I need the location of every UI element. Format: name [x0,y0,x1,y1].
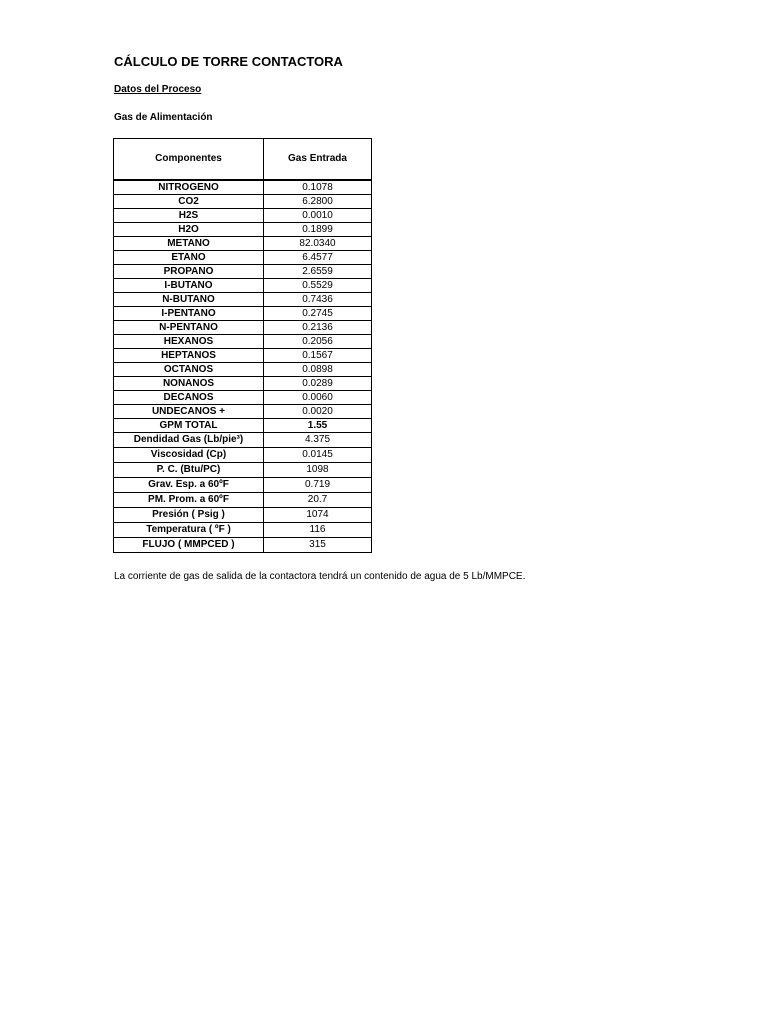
section-heading: Datos del Proceso [114,84,202,95]
row-value: 0.2136 [264,321,372,335]
row-label: PROPANO [114,265,264,279]
component-row [114,195,372,209]
subsection-heading: Gas de Alimentación [114,112,213,123]
row-value: 0.0289 [264,377,372,391]
row-label: ETANO [114,251,264,265]
row-label: PM. Prom. a 60ºF [114,493,264,508]
row-value: 116 [264,523,372,538]
row-label: Presión ( Psig ) [114,508,264,523]
row-value: 315 [264,538,372,553]
component-row [114,405,372,419]
row-label: METANO [114,237,264,251]
row-label: P. C. (Btu/PC) [114,463,264,478]
row-value: 0.5529 [264,279,372,293]
row-value: 0.1567 [264,349,372,363]
row-value: 82.0340 [264,237,372,251]
row-label: N-BUTANO [114,293,264,307]
component-row [114,251,372,265]
header-gas-entrada: Gas Entrada [264,139,372,181]
property-row [114,538,372,553]
row-value: 1074 [264,508,372,523]
component-row [114,335,372,349]
row-label: Dendidad Gas (Lb/pie³) [114,433,264,448]
row-value: 0.0060 [264,391,372,405]
row-label: H2O [114,223,264,237]
row-label: Temperatura ( ºF ) [114,523,264,538]
row-value: 0.0010 [264,209,372,223]
component-row [114,265,372,279]
note-text: La corriente de gas de salida de la contactora tendrá un contenido de agua de 5 Lb/MMPCE. [114,571,526,582]
row-value: 0.0898 [264,363,372,377]
component-row [114,223,372,237]
row-value: 0.0145 [264,448,372,463]
component-row [114,363,372,377]
row-label: N-PENTANO [114,321,264,335]
row-value: 1098 [264,463,372,478]
row-value: 0.719 [264,478,372,493]
row-value: 6.4577 [264,251,372,265]
component-row [114,391,372,405]
component-row [114,377,372,391]
row-value: 0.2745 [264,307,372,321]
row-value: 20.7 [264,493,372,508]
row-value: 1.55 [264,419,372,433]
row-label: I-BUTANO [114,279,264,293]
row-value: 4.375 [264,433,372,448]
row-value: 0.7436 [264,293,372,307]
component-row [114,293,372,307]
component-row [114,321,372,335]
property-row [114,448,372,463]
row-label: HEXANOS [114,335,264,349]
row-value: 0.2056 [264,335,372,349]
row-label: Viscosidad (Cp) [114,448,264,463]
component-row [114,279,372,293]
row-label: OCTANOS [114,363,264,377]
table-header-row [114,139,372,181]
row-label: H2S [114,209,264,223]
row-label: HEPTANOS [114,349,264,363]
property-row [114,463,372,478]
row-value: 0.1078 [264,180,372,195]
property-row [114,523,372,538]
row-value: 6.2800 [264,195,372,209]
property-row [114,478,372,493]
row-label: DECANOS [114,391,264,405]
row-label: UNDECANOS + [114,405,264,419]
gas-composition-table [113,138,372,553]
component-row [114,237,372,251]
document-title: CÁLCULO DE TORRE CONTACTORA [114,54,343,69]
row-label: NONANOS [114,377,264,391]
property-row [114,433,372,448]
row-label: I-PENTANO [114,307,264,321]
component-row [114,180,372,195]
total-row [114,419,372,433]
row-label: Grav. Esp. a 60ºF [114,478,264,493]
component-row [114,349,372,363]
row-value: 0.0020 [264,405,372,419]
component-row [114,209,372,223]
row-value: 2.6559 [264,265,372,279]
row-label: CO2 [114,195,264,209]
row-label: GPM TOTAL [114,419,264,433]
row-value: 0.1899 [264,223,372,237]
row-label: FLUJO ( MMPCED ) [114,538,264,553]
property-row [114,508,372,523]
component-row [114,307,372,321]
header-componentes: Componentes [114,139,264,181]
row-label: NITROGENO [114,180,264,195]
property-row [114,493,372,508]
